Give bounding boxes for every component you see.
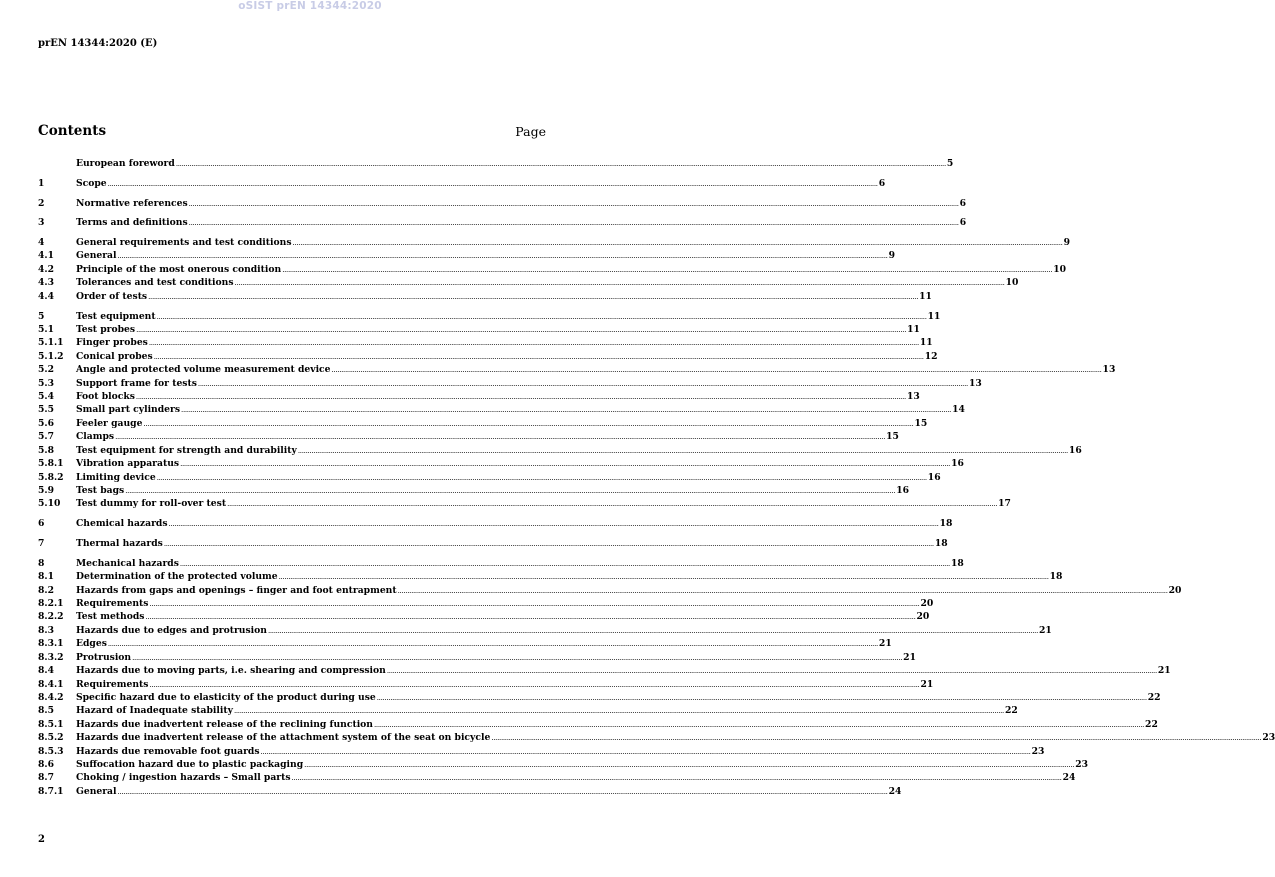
toc-leader-dots: ................................................................................................................................................................................................................................................................................................................................................................................................................ — [156, 312, 927, 321]
toc-entry[interactable] — [38, 758, 1088, 771]
toc-leader-dots: ................................................................................................................................................................................................................................................................................................................................................................................................................ — [145, 613, 916, 622]
table-of-contents — [38, 157, 1275, 798]
toc-entry-number: 5.4 — [38, 391, 54, 403]
toc-entry-number: 5 — [38, 310, 45, 322]
toc-entry-title: Order of tests — [76, 290, 148, 302]
toc-entry-number: 4.3 — [38, 277, 54, 289]
toc-leader-dots: ................................................................................................................................................................................................................................................................................................................................................................................................................ — [386, 667, 1157, 676]
toc-entry-page: 16 — [896, 485, 910, 496]
toc-entry-page: 11 — [919, 290, 932, 302]
toc-leader-dots: ................................................................................................................................................................................................................................................................................................................................................................................................................ — [117, 252, 888, 261]
toc-entry-title: General — [76, 250, 117, 262]
toc-leader-dots: ................................................................................................................................................................................................................................................................................................................................................................................................................ — [132, 653, 903, 662]
toc-leader-dots: ................................................................................................................................................................................................................................................................................................................................................................................................................ — [292, 239, 1063, 248]
toc-leader-dots: ................................................................................................................................................................................................................................................................................................................................................................................................................ — [180, 460, 951, 469]
toc-entry-number: 5.8.2 — [38, 471, 64, 483]
toc-entry-number: 8.4 — [38, 665, 54, 677]
toc-entry-page: 6 — [878, 177, 886, 189]
toc-entry-number: 5.8.1 — [38, 458, 64, 470]
toc-entry-page: 15 — [886, 431, 899, 443]
toc-entry-number: 5.2 — [38, 364, 54, 376]
toc-entry-number: 5.1.1 — [38, 337, 64, 349]
toc-entry-page: 22 — [1004, 705, 1018, 717]
toc-entry[interactable] — [38, 377, 982, 390]
toc-entry-page: 9 — [1063, 237, 1070, 249]
toc-entry-number: 5.9 — [38, 485, 54, 496]
toc-entry-page: 22 — [1145, 718, 1158, 730]
toc-entry-number: 8.7 — [38, 772, 54, 784]
toc-entry-number: 8.5.2 — [38, 732, 64, 744]
toc-entry-page: 11 — [927, 310, 941, 322]
toc-leader-dots: ................................................................................................................................................................................................................................................................................................................................................................................................................ — [376, 693, 1147, 702]
toc-entry-title: Hazards due inadvertent release of the reclining function — [76, 718, 373, 730]
toc-leader-dots: ................................................................................................................................................................................................................................................................................................................................................................................................................ — [163, 539, 934, 548]
toc-entry-title: Test probes — [76, 323, 136, 335]
toc-entry-title: Requirements — [76, 597, 149, 609]
toc-entry-title: Protrusion — [76, 651, 132, 663]
toc-entry-page: 18 — [950, 557, 964, 569]
toc-entry-title: Test equipment — [76, 310, 156, 322]
toc-leader-dots: ................................................................................................................................................................................................................................................................................................................................................................................................................ — [397, 586, 1168, 595]
toc-leader-dots: ................................................................................................................................................................................................................................................................................................................................................................................................................ — [143, 419, 914, 428]
toc-entry-page: 21 — [878, 638, 892, 650]
toc-entry-title: Vibration apparatus — [76, 458, 180, 470]
toc-entry[interactable] — [38, 731, 1275, 744]
toc-entry-page: 24 — [1062, 772, 1076, 784]
toc-entry-title: Feeler gauge — [76, 417, 143, 429]
toc-leader-dots: ................................................................................................................................................................................................................................................................................................................................................................................................................ — [168, 520, 939, 529]
toc-entry-number: 8.2.1 — [38, 597, 64, 609]
toc-leader-dots: ................................................................................................................................................................................................................................................................................................................................................................................................................ — [107, 179, 878, 188]
toc-entry-number: 8.5.3 — [38, 745, 64, 757]
toc-entry[interactable] — [38, 350, 938, 363]
toc-entry-number: 8.7.1 — [38, 785, 64, 797]
toc-entry[interactable] — [38, 678, 934, 691]
toc-entry[interactable] — [38, 323, 920, 336]
toc-entry-number: 5.5 — [38, 404, 54, 416]
toc-entry-title: Requirements — [76, 678, 149, 690]
toc-entry-title: General — [76, 785, 117, 797]
toc-entry-title: Hazards due to moving parts, i.e. shearing and compression — [76, 665, 386, 677]
toc-entry-page: 21 — [920, 678, 934, 690]
toc-entry-page: 16 — [951, 458, 964, 470]
toc-leader-dots: ................................................................................................................................................................................................................................................................................................................................................................................................................ — [107, 640, 878, 649]
toc-entry[interactable] — [38, 290, 932, 303]
toc-entry-title: Limiting device — [76, 471, 156, 483]
toc-entry-page: 5 — [946, 158, 954, 169]
watermark: oSIST prEN 14344:2020 — [238, 0, 382, 12]
toc-leader-dots: ................................................................................................................................................................................................................................................................................................................................................................................................................ — [181, 406, 952, 415]
toc-entry[interactable] — [38, 584, 1182, 597]
toc-entry-number: 5.7 — [38, 431, 54, 443]
toc-entry-number: 2 — [38, 197, 45, 209]
toc-entry-number: 4.1 — [38, 250, 54, 262]
toc-entry-number: 8.2 — [38, 584, 54, 596]
toc-leader-dots: ................................................................................................................................................................................................................................................................................................................................................................................................................ — [227, 500, 998, 509]
toc-entry-page: 20 — [916, 611, 930, 623]
toc-entry-title: Tolerances and test conditions — [76, 277, 234, 289]
toc-entry-number: 8.3 — [38, 624, 54, 636]
toc-entry-number: 8.4.2 — [38, 691, 64, 703]
toc-entry[interactable] — [38, 771, 1076, 784]
toc-entry-page: 11 — [919, 337, 933, 349]
toc-entry[interactable] — [38, 363, 1116, 376]
toc-entry-title: Conical probes — [76, 350, 153, 362]
toc-entry[interactable] — [38, 216, 967, 229]
toc-entry[interactable] — [38, 177, 886, 190]
toc-entry-title: General requirements and test conditions — [76, 237, 292, 249]
toc-leader-dots: ................................................................................................................................................................................................................................................................................................................................................................................................................ — [148, 339, 919, 348]
toc-entry-page: 22 — [1147, 691, 1161, 703]
toc-entry-page: 16 — [927, 471, 941, 483]
toc-entry[interactable] — [38, 484, 910, 497]
toc-entry[interactable] — [38, 236, 1070, 249]
toc-entry-title: Clamps — [76, 431, 115, 443]
toc-entry-number: 7 — [38, 537, 45, 549]
toc-entry-page: 9 — [888, 250, 895, 262]
toc-entry[interactable] — [38, 570, 1063, 583]
toc-entry[interactable] — [38, 704, 1018, 717]
toc-entry-page: 17 — [998, 498, 1011, 510]
toc-entry-title: Hazards due inadvertent release of the attachment system of the seat on bicycle — [76, 732, 491, 744]
toc-entry-number: 1 — [38, 177, 45, 189]
toc-entry-page: 6 — [959, 197, 967, 209]
toc-entry-title: Foot blocks — [76, 391, 135, 403]
toc-entry[interactable] — [38, 403, 965, 416]
toc-entry-page: 18 — [1049, 571, 1063, 583]
toc-leader-dots: ................................................................................................................................................................................................................................................................................................................................................................................................................ — [179, 559, 950, 568]
page-column-label: Page — [515, 124, 546, 139]
toc-entry-number: 4.2 — [38, 263, 54, 275]
toc-leader-dots: ................................................................................................................................................................................................................................................................................................................................................................................................................ — [175, 160, 946, 168]
toc-entry[interactable] — [38, 157, 954, 170]
toc-entry-number: 8.3.2 — [38, 651, 64, 663]
toc-entry[interactable] — [38, 430, 899, 443]
toc-entry-number: 8.3.1 — [38, 638, 64, 650]
toc-entry[interactable] — [38, 249, 895, 262]
toc-entry-title: Suffocation hazard due to plastic packaging — [76, 759, 304, 771]
toc-entry-number: 8 — [38, 557, 45, 569]
toc-entry[interactable] — [38, 537, 948, 550]
toc-leader-dots: ................................................................................................................................................................................................................................................................................................................................................................................................................ — [233, 707, 1004, 716]
toc-leader-dots: ................................................................................................................................................................................................................................................................................................................................................................................................................ — [197, 379, 968, 388]
toc-entry-title: Thermal hazards — [76, 537, 163, 549]
toc-entry-number: 5.6 — [38, 417, 54, 429]
toc-entry-title: Chemical hazards — [76, 518, 168, 530]
toc-leader-dots: ................................................................................................................................................................................................................................................................................................................................................................................................................ — [153, 352, 924, 361]
toc-entry[interactable] — [38, 691, 1161, 704]
toc-leader-dots: ................................................................................................................................................................................................................................................................................................................................................................................................................ — [331, 366, 1102, 375]
toc-entry[interactable] — [38, 610, 930, 623]
toc-entry[interactable] — [38, 624, 1052, 637]
toc-entry[interactable] — [38, 597, 934, 610]
toc-entry-page: 18 — [934, 537, 948, 549]
toc-entry[interactable] — [38, 557, 964, 570]
toc-entry-page: 23 — [1031, 745, 1045, 757]
footer-page-number: 2 — [38, 834, 45, 845]
toc-leader-dots: ................................................................................................................................................................................................................................................................................................................................................................................................................ — [297, 446, 1068, 455]
toc-leader-dots: ................................................................................................................................................................................................................................................................................................................................................................................................................ — [125, 487, 896, 495]
toc-entry-number: 5.3 — [38, 377, 54, 389]
toc-entry[interactable] — [38, 497, 1011, 510]
toc-entry-title: Test bags — [76, 485, 125, 496]
toc-leader-dots: ................................................................................................................................................................................................................................................................................................................................................................................................................ — [188, 219, 959, 228]
toc-entry-number: 5.8 — [38, 444, 54, 456]
toc-entry-page: 23 — [1075, 759, 1088, 771]
toc-entry-title: Hazard of Inadequate stability — [76, 705, 233, 717]
toc-entry-title: Specific hazard due to elasticity of the product during use — [76, 691, 376, 703]
toc-entry-title: Finger probes — [76, 337, 148, 349]
toc-entry[interactable] — [38, 197, 967, 210]
toc-entry-page: 24 — [888, 785, 902, 797]
toc-entry-number: 8.5 — [38, 705, 54, 717]
toc-leader-dots: ................................................................................................................................................................................................................................................................................................................................................................................................................ — [291, 774, 1062, 783]
toc-entry-title: Scope — [76, 177, 107, 189]
toc-entry-title: Choking / ingestion hazards – Small parts — [76, 772, 291, 784]
toc-entry-page: 20 — [920, 597, 934, 609]
toc-entry-page: 14 — [952, 404, 965, 416]
toc-leader-dots: ................................................................................................................................................................................................................................................................................................................................................................................................................ — [149, 599, 920, 608]
toc-entry-number: 5.10 — [38, 498, 61, 510]
toc-entry-title: Edges — [76, 638, 107, 650]
toc-entry-number: 5.1 — [38, 323, 54, 335]
toc-entry-page: 10 — [1005, 277, 1019, 289]
toc-leader-dots: ................................................................................................................................................................................................................................................................................................................................................................................................................ — [117, 787, 888, 796]
toc-leader-dots: ................................................................................................................................................................................................................................................................................................................................................................................................................ — [304, 761, 1075, 770]
toc-entry-number: 5.1.2 — [38, 350, 64, 362]
toc-entry-page: 21 — [1157, 665, 1171, 677]
document-id: prEN 14344:2020 (E) — [38, 38, 158, 49]
toc-entry-title: Support frame for tests — [76, 377, 197, 389]
toc-entry[interactable] — [38, 471, 941, 484]
toc-entry-title: Small part cylinders — [76, 404, 181, 416]
toc-leader-dots: ................................................................................................................................................................................................................................................................................................................................................................................................................ — [188, 199, 959, 208]
toc-leader-dots: ................................................................................................................................................................................................................................................................................................................................................................................................................ — [278, 573, 1049, 582]
toc-entry-number: 6 — [38, 518, 45, 530]
toc-leader-dots: ................................................................................................................................................................................................................................................................................................................................................................................................................ — [234, 279, 1005, 288]
toc-entry-number: 8.2.2 — [38, 611, 64, 623]
toc-entry-page: 23 — [1262, 732, 1275, 744]
toc-leader-dots: ................................................................................................................................................................................................................................................................................................................................................................................................................ — [148, 292, 919, 301]
toc-entry-title: Terms and definitions — [76, 217, 188, 229]
toc-entry-number: 8.5.1 — [38, 718, 64, 730]
toc-entry-title: Test methods — [76, 611, 145, 623]
toc-entry-title: Test dummy for roll-over test — [76, 498, 227, 510]
toc-leader-dots: ................................................................................................................................................................................................................................................................................................................................................................................................................ — [115, 433, 886, 442]
toc-entry-page: 13 — [1102, 364, 1116, 376]
toc-leader-dots: ................................................................................................................................................................................................................................................................................................................................................................................................................ — [491, 734, 1262, 743]
toc-entry-page: 6 — [959, 217, 967, 229]
toc-entry-page: 21 — [903, 651, 916, 663]
toc-entry-page: 13 — [906, 391, 920, 403]
toc-entry[interactable] — [38, 637, 892, 650]
toc-entry[interactable] — [38, 310, 941, 323]
toc-leader-dots: ................................................................................................................................................................................................................................................................................................................................................................................................................ — [135, 393, 906, 402]
toc-entry-title: Hazards due removable foot guards — [76, 745, 260, 757]
toc-entry-title: Angle and protected volume measurement device — [76, 364, 331, 376]
toc-entry[interactable] — [38, 785, 902, 798]
toc-entry-page: 20 — [1168, 584, 1182, 596]
toc-entry-title: Determination of the protected volume — [76, 571, 278, 583]
toc-entry-page: 13 — [968, 377, 982, 389]
toc-entry-number: 4.4 — [38, 290, 54, 302]
toc-leader-dots: ................................................................................................................................................................................................................................................................................................................................................................................................................ — [267, 626, 1038, 635]
toc-leader-dots: ................................................................................................................................................................................................................................................................................................................................................................................................................ — [156, 473, 927, 482]
toc-entry[interactable] — [38, 263, 1067, 276]
toc-leader-dots: ................................................................................................................................................................................................................................................................................................................................................................................................................ — [149, 680, 920, 689]
toc-entry[interactable] — [38, 651, 916, 664]
toc-entry[interactable] — [38, 417, 928, 430]
toc-entry[interactable] — [38, 336, 933, 349]
toc-entry-number: 8.4.1 — [38, 678, 64, 690]
toc-entry-number: 8.1 — [38, 571, 54, 583]
toc-entry-title: Hazards from gaps and openings – finger and foot entrapment — [76, 584, 397, 596]
toc-entry[interactable] — [38, 718, 1158, 731]
toc-entry[interactable] — [38, 664, 1171, 677]
toc-entry-page: 16 — [1068, 444, 1082, 456]
toc-entry[interactable] — [38, 457, 964, 470]
toc-entry-title: Principle of the most onerous condition — [76, 263, 282, 275]
toc-leader-dots: ................................................................................................................................................................................................................................................................................................................................................................................................................ — [136, 325, 907, 334]
toc-leader-dots: ................................................................................................................................................................................................................................................................................................................................................................................................................ — [282, 265, 1053, 274]
toc-entry-number: 3 — [38, 217, 45, 229]
toc-entry[interactable] — [38, 444, 1082, 457]
toc-entry-page: 11 — [907, 323, 920, 335]
toc-leader-dots: ................................................................................................................................................................................................................................................................................................................................................................................................................ — [260, 747, 1031, 756]
toc-entry-page: 10 — [1053, 263, 1067, 275]
toc-leader-dots: ................................................................................................................................................................................................................................................................................................................................................................................................................ — [374, 720, 1145, 729]
toc-entry-title: Hazards due to edges and protrusion — [76, 624, 267, 636]
toc-entry-number: 4 — [38, 237, 45, 249]
toc-entry-page: 15 — [914, 417, 928, 429]
toc-entry[interactable] — [38, 276, 1019, 289]
toc-entry[interactable] — [38, 390, 920, 403]
toc-entry-title: Test equipment for strength and durability — [76, 444, 297, 456]
toc-entry-page: 18 — [939, 518, 953, 530]
contents-title: Contents — [38, 123, 107, 139]
toc-entry-page: 21 — [1039, 624, 1052, 636]
toc-entry[interactable] — [38, 517, 953, 530]
toc-entry[interactable] — [38, 745, 1045, 758]
toc-entry-title: European foreword — [76, 158, 175, 169]
toc-entry-title: Mechanical hazards — [76, 557, 179, 569]
toc-entry-page: 12 — [924, 350, 938, 362]
toc-entry-number: 8.6 — [38, 759, 54, 771]
toc-entry-title: Normative references — [76, 197, 188, 209]
